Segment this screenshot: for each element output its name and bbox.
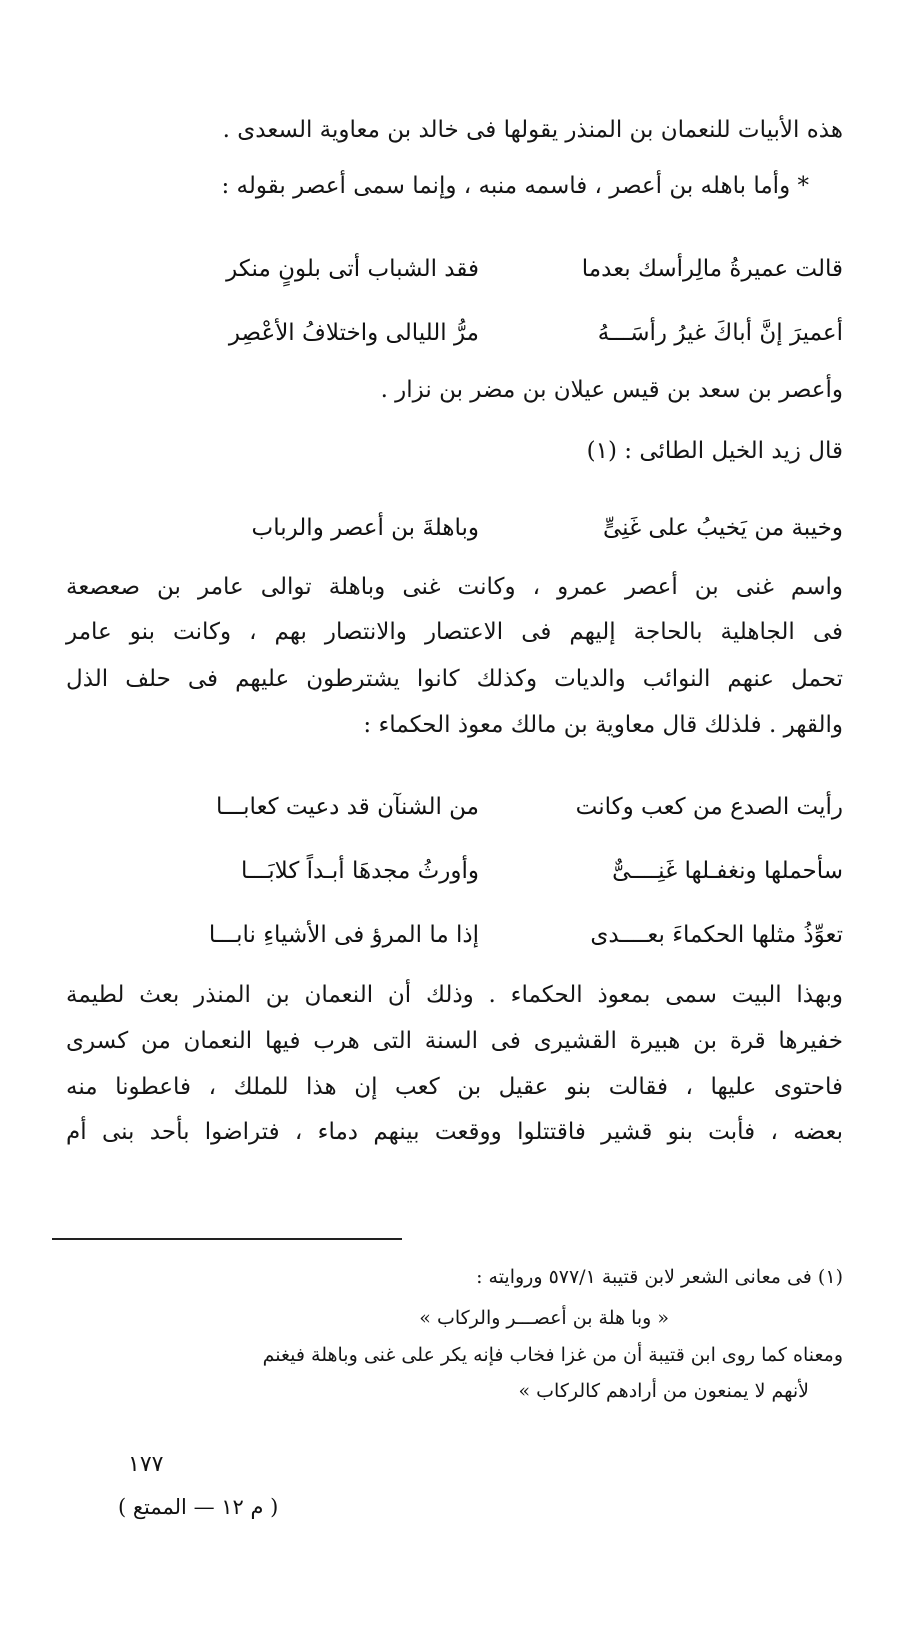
intro-line-1: هذه الأبيات للنعمان بن المنذر يقولها فى خالد بن معاوية السعدى . [222, 117, 843, 143]
verse-5-first-hemistich: سأحملها ونغفـلها غَنِــــىٌّ [612, 858, 843, 884]
verse-3-second-hemistich: وباهلةَ بن أعصر والرباب [251, 515, 479, 541]
para2-line-3: فاحتوى عليها ، فقالت بنو عقيل بن كعب إن هذا للملك ، فاعطونا منه [66, 1074, 843, 1100]
lineage-line: وأعصر بن سعد بن قيس عيلان بن مضر بن نزار . [380, 377, 843, 403]
signature-mark: ( م ١٢ — الممتع ) [118, 1495, 279, 1519]
footnote-line-1: (١) فى معانى الشعر لابن قتيبة ٥٧٧/١ وروايته : [476, 1266, 843, 1288]
verse-4-second-hemistich: من الشنآن قد دعيت كعابـــا [215, 794, 479, 820]
verse-1-first-hemistich: قالت عميرةُ مالِرأسك بعدما [581, 256, 843, 282]
footnote-divider [52, 1238, 402, 1240]
para1-line-1: واسم غنى بن أعصر عمرو ، وكانت غنى وباهلة توالى عامر بن صعصعة [66, 574, 843, 600]
verse-6-first-hemistich: تعوِّذُ مثلها الحكماءَ بعــــدى [590, 922, 843, 948]
verse-4-first-hemistich: رأيت الصدع من كعب وكانت [575, 794, 843, 820]
para2-line-1: وبهذا البيت سمى بمعوذ الحكماء . وذلك أن النعمان بن المنذر بعث لطيمة [66, 982, 843, 1008]
footnote-line-4: لأنهم لا يمنعون من أرادهم كالركاب » [518, 1380, 809, 1402]
verse-5-second-hemistich: وأورثُ مجدهَا أبـداً كلابَـــا [241, 858, 479, 884]
verse-1-second-hemistich: فقد الشباب أتى بلونٍ منكر [226, 256, 479, 282]
para2-line-4: بعضه ، فأبت بنو قشير فاقتتلوا ووقعت بينهم دماء ، فتراضوا بأحد بنى أم [66, 1119, 843, 1145]
intro-line-2: * وأما باهله بن أعصر ، فاسمه منبه ، وإنما سمى أعصر بقوله : [221, 173, 809, 199]
verse-2-first-hemistich: أعميرَ إنَّ أباكَ غيرُ رأسَـــهُ [597, 320, 843, 346]
verse-3-first-hemistich: وخيبة من يَخيبُ على غَنِىٍّ [602, 515, 843, 541]
footnote-line-3: ومعناه كما روى ابن قتيبة أن من غزا فخاب فإنه يكر على غنى وباهلة فيغنم [262, 1344, 843, 1366]
para1-line-3: تحمل عنهم النوائب والديات وكذلك كانوا يشترطون عليهم فى حلف الذل [66, 666, 843, 692]
para1-line-2: فى الجاهلية بالحاجة إليهم فى الاعتصار والانتصار بهم ، وكانت بنو عامر [66, 619, 843, 645]
footnote-quote: « وبا هلة بن أعصـــر والركاب » [419, 1307, 669, 1329]
para2-line-2: خفيرها قرة بن هبيرة القشيرى فى السنة التى هرب فيها النعمان من كسرى [66, 1028, 843, 1054]
verse-6-second-hemistich: إذا ما المرؤ فى الأشياءِ نابـــا [208, 922, 479, 948]
page-number: ١٧٧ [128, 1452, 164, 1477]
poet-attribution: قال زيد الخيل الطائى : (١) [586, 438, 843, 464]
verse-2-second-hemistich: مرُّ الليالى واختلافُ الأعْصِر [228, 320, 479, 346]
para1-line-4: والقهر . فلذلك قال معاوية بن مالك معوذ الحكماء : [363, 712, 843, 738]
